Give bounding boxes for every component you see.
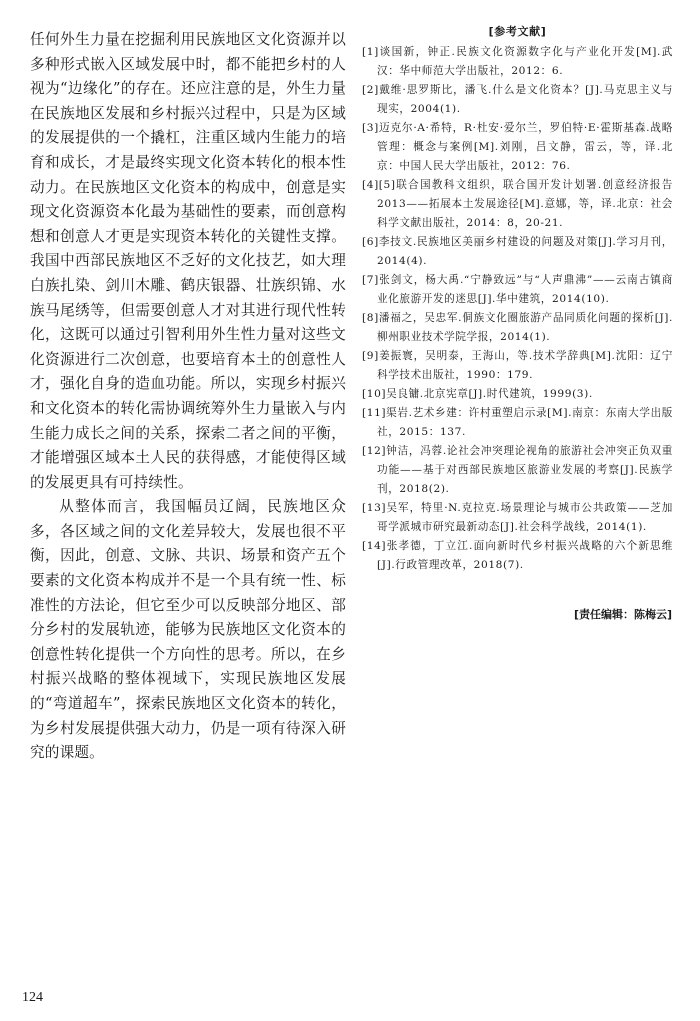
body-text-column (30, 28, 346, 766)
reference-item: [14]张孝德，丁立江.面向新时代乡村振兴战略的六个新思维[J].行政管理改革，2018(7). (362, 540, 673, 571)
reference-item: [9]姜振寰，吴明泰，王海山，等.技术学辞典[M].沈阳：辽宁科学技术出版社，1990：179. (362, 350, 673, 381)
reference-item: [12]钟洁，冯蓉.论社会冲突理论视角的旅游社会冲突正负双重功能——基于对西部民族地区旅游业发展的考察[J].民族学刊，2018(2). (362, 445, 673, 495)
reference-item: [4][5]联合国教科文组织，联合国开发计划署.创意经济报告2013——拓展本土发展途径[M].意娜，等，译.北京：社会科学文献出版社，2014：8，20-21. (362, 179, 673, 229)
reference-item: [11]渠岩.艺术乡建：许村重塑启示录[M].南京：东南大学出版社，2015：137. (362, 407, 673, 438)
reference-item: [2]戴维·思罗斯比，潘飞.什么是文化资本？[J].马克思主义与现实，2004(1). (362, 84, 673, 115)
reference-item: [7]张剑文，杨大禹.“宁静致远”与“人声鼎沸”——云南古镇商业化旅游开发的迷思[J].华中建筑，2014(10). (362, 274, 673, 305)
responsible-editor: [责任编辑：陈梅云] (573, 608, 672, 621)
page-number: 124 (22, 990, 43, 1005)
reference-item: [3]迈克尔·A·希特，R·杜安·爱尔兰，罗伯特·E·霍斯基森.战略管理：概念与案例[M].刘刚，吕文静，雷云，等，译.北京：中国人民大学出版社，2012：76. (362, 122, 673, 172)
reference-item: [10]吴良镛.北京宪章[J].时代建筑，1999(3). (362, 388, 593, 400)
reference-item: [8]潘福之，吴忠军.侗族文化圈旅游产品同质化问题的探析[J].柳州职业技术学院学报，2014(1). (362, 312, 673, 343)
references-heading: [参考文献] (488, 25, 547, 38)
paragraph: 从整体而言，我国幅员辽阔，民族地区众多，各区域之间的文化差异较大，发展也很不平衡，因此，创意、文脉、共识、场景和资产五个要素的文化资本构成并不是一个具有统一性、标准性的方法论，但它至少可以反映部分地区、部分乡村的发展轨迹，能够为民族地区文化资本的创意性转化提供一个方向性的思考。所以，在乡村振兴战略的整体视域下，实现民族地区发展的“弯道超车”，探索民族地区文化资本的转化，为乡村发展提供强大动力，仍是一项有待深入研究的课题。 (30, 498, 346, 762)
reference-item: [1]谈国新，钟正.民族文化资源数字化与产业化开发[M].武汉：华中师范大学出版社，2012：6. (362, 46, 673, 77)
reference-item: [13]吴军，特里·N.克拉克.场景理论与城市公共政策——芝加哥学派城市研究最新动态[J].社会科学战线，2014(1). (362, 502, 673, 533)
references-section (362, 22, 673, 575)
reference-item: [6]李技文.民族地区美丽乡村建设的问题及对策[J].学习月刊，2014(4). (362, 236, 673, 267)
paragraph: 任何外生力量在挖掘利用民族地区文化资源并以多种形式嵌入区域发展中时，都不能把乡村的人视为“边缘化”的存在。还应注意的是，外生力量在民族地区发展和乡村振兴过程中，只是为区域的发展提供的一个撬杠，注重区域内生能力的培育和成长，才是最终实现文化资本转化的根本性动力。在民族地区文化资本的构成中，创意是实现文化资源资本化最为基础性的要素，而创意构想和创意人才更是实现资本转化的关键性支撑。我国中西部民族地区不乏好的文化技艺，如大理白族扎染、剑川木雕、鹤庆银器、壮族织锦、水族马尾绣等，但需要创意人才对其进行现代性转化，这既可以通过引智利用外生性力量对这些文化资源进行二次创意，也要培育本土的创意性人才，强化自身的造血功能。所以，实现乡村振兴和文化资本的转化需协调统筹外生力量嵌入与内生能力成长之间的关系，探索二者之间的平衡，才能增强区域本土人民的获得感，才能使得区域的发展更具有可持续性。 (30, 31, 346, 491)
